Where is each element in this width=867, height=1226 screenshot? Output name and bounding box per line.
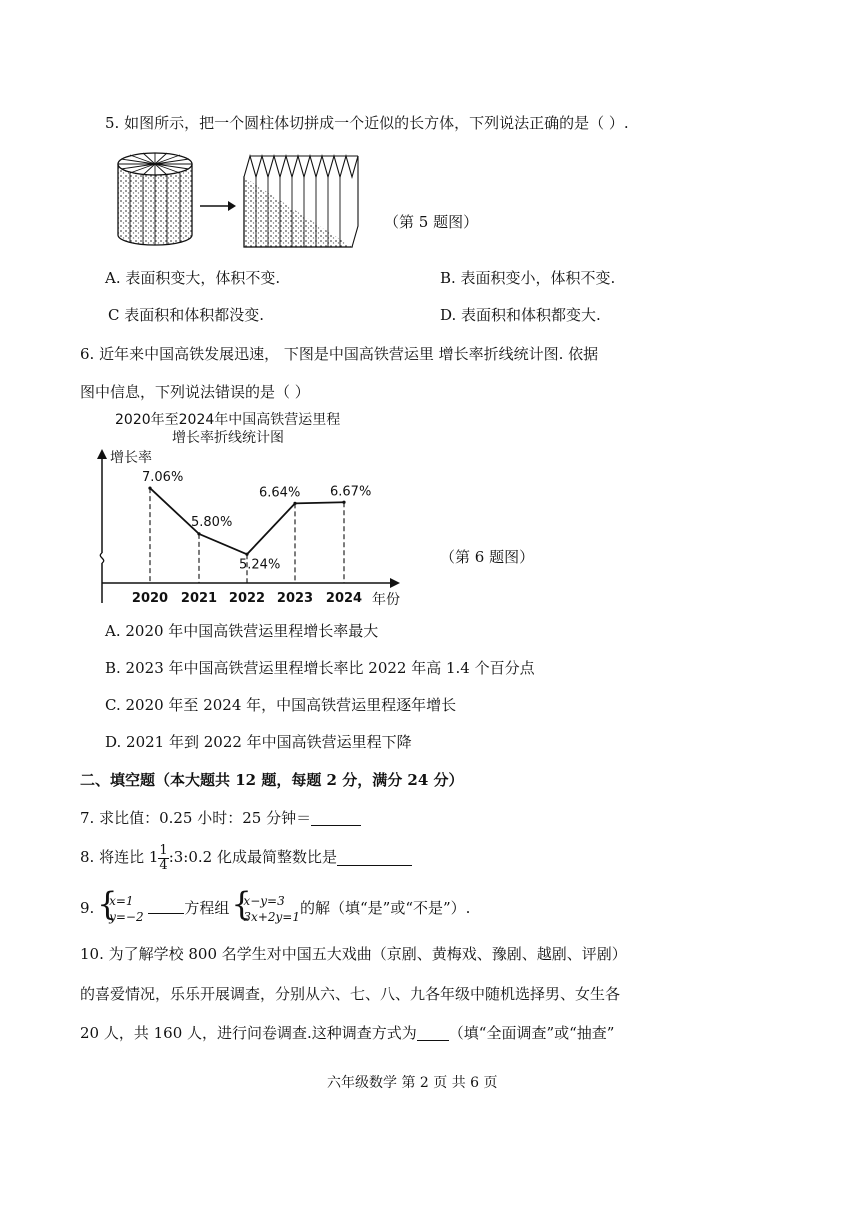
series-line [150, 488, 344, 554]
y-axis-label: 增长率 [110, 450, 152, 466]
arrow-icon [200, 201, 236, 211]
data-label-2024: 6.67% [330, 484, 372, 500]
q9-number: 9. [80, 899, 95, 917]
section2-heading: 二、填空题（本大题共 12 题，每题 2 分，满分 24 分） [80, 771, 464, 789]
q6-option-d: D. 2021 年到 2022 年中国高铁营运里程下降 [105, 733, 412, 751]
q8-answer-blank[interactable] [337, 850, 412, 866]
q6-option-a: A. 2020 年中国高铁营运里程增长率最大 [105, 622, 379, 640]
q8-fraction [158, 844, 168, 872]
data-point-2021 [197, 532, 200, 535]
q6-option-c: C. 2020 年至 2024 年，中国高铁营运里程逐年增长 [105, 696, 457, 714]
q9-suffix: 的解（填“是”或“不是”）. [299, 899, 471, 917]
q10-line1: 10. 为了解学校 800 名学生对中国五大戏曲（京剧、黄梅戏、豫剧、越剧、评剧） [80, 945, 627, 963]
q5-option-c: C 表面积和体积都没变. [108, 306, 265, 324]
q8-suffix: :3:0.2 化成最简整数比是 [168, 848, 337, 866]
q10-line3-a: 20 人，共 160 人，进行问卷调查.这种调查方式为 [80, 1024, 417, 1042]
q6-figure-caption: （第 6 题图） [440, 548, 535, 566]
x-tick-label-2022: 2022 [228, 591, 266, 606]
q6-stem-line1: 6. 近年来中国高铁发展迅速， 下图是中国高铁营运里 增长率折线统计图. 依据 [80, 345, 599, 363]
x-tick-label-2021: 2021 [180, 591, 218, 606]
q8-prefix: 8. 将连比 1 [80, 848, 159, 866]
q5-stem: 5. 如图所示，把一个圆柱体切拼成一个近似的长方体，下列说法正确的是（ ）. [105, 114, 629, 132]
q9-solution-pair [99, 893, 144, 925]
q7-answer-blank[interactable] [311, 810, 361, 826]
q5-option-b: B. 表面积变小，体积不变. [440, 269, 616, 287]
q10-answer-blank[interactable] [417, 1025, 449, 1041]
page-footer: 六年级数学 第 2 页 共 6 页 [327, 1075, 498, 1091]
data-label-2020: 7.06% [142, 470, 184, 486]
y-axis-arrow-icon [97, 449, 107, 459]
cylinder-shape [118, 153, 192, 245]
q8-frac-den: 4 [159, 857, 168, 873]
x-tick-label-2020: 2020 [131, 591, 169, 606]
data-point-2024 [342, 501, 345, 504]
y-axis-break-mark [100, 553, 103, 563]
q9 [80, 888, 470, 928]
data-label-2023: 6.64% [259, 485, 301, 501]
q7-text: 7. 求比值：0.25 小时：25 分钟＝ [80, 809, 312, 827]
q9-eq2: 3x+2y=1 [243, 910, 300, 924]
q10-line3 [80, 1025, 614, 1041]
q5-option-d: D. 表面积和体积都变大. [440, 306, 601, 324]
data-point-2023 [293, 502, 296, 505]
q7 [80, 810, 361, 826]
x-tick-label-2024: 2024 [325, 591, 363, 606]
q9-answer-blank[interactable] [148, 905, 184, 914]
x-axis-arrow-icon [390, 578, 400, 588]
q5-figure-caption: （第 5 题图） [384, 213, 479, 231]
cuboid-shape [244, 156, 358, 247]
q9-sol-y: y=−2 [109, 910, 144, 924]
q10-line3-b: （填“全面调查”或“抽查” [448, 1024, 615, 1042]
q5-figure [110, 140, 370, 255]
data-point-2020 [148, 486, 151, 489]
q10-line2: 的喜爱情况，乐乐开展调查，分别从六、七、八、九各年级中随机选择男、女生各 [80, 985, 621, 1003]
data-label-2021: 5.80% [191, 514, 233, 530]
x-axis-label: 年份 [372, 592, 400, 608]
growth-rate-line-chart [60, 445, 420, 620]
q5-option-a: A. 表面积变大，体积不变. [105, 269, 281, 287]
q8 [80, 840, 412, 874]
q8-frac-num: 1 [159, 842, 168, 858]
chart-title: 2020年至2024年中国高铁营运里程 [115, 412, 341, 428]
x-tick-label-2023: 2023 [276, 591, 314, 606]
q9-mid: 方程组 [184, 899, 230, 917]
q6-option-b: B. 2023 年中国高铁营运里程增长率比 2022 年高 1.4 个百分点 [105, 659, 535, 677]
q6-stem-line2: 图中信息，下列说法错误的是（ ） [80, 383, 310, 401]
q9-equation-system [233, 893, 300, 925]
data-label-2022: 5.24% [239, 557, 281, 573]
q9-eq1: { x−y=3 [243, 893, 285, 908]
q9-sol-x: { x=1 [109, 893, 134, 908]
chart-subtitle: 增长率折线统计图 [172, 430, 284, 446]
data-point-2022 [245, 553, 248, 556]
